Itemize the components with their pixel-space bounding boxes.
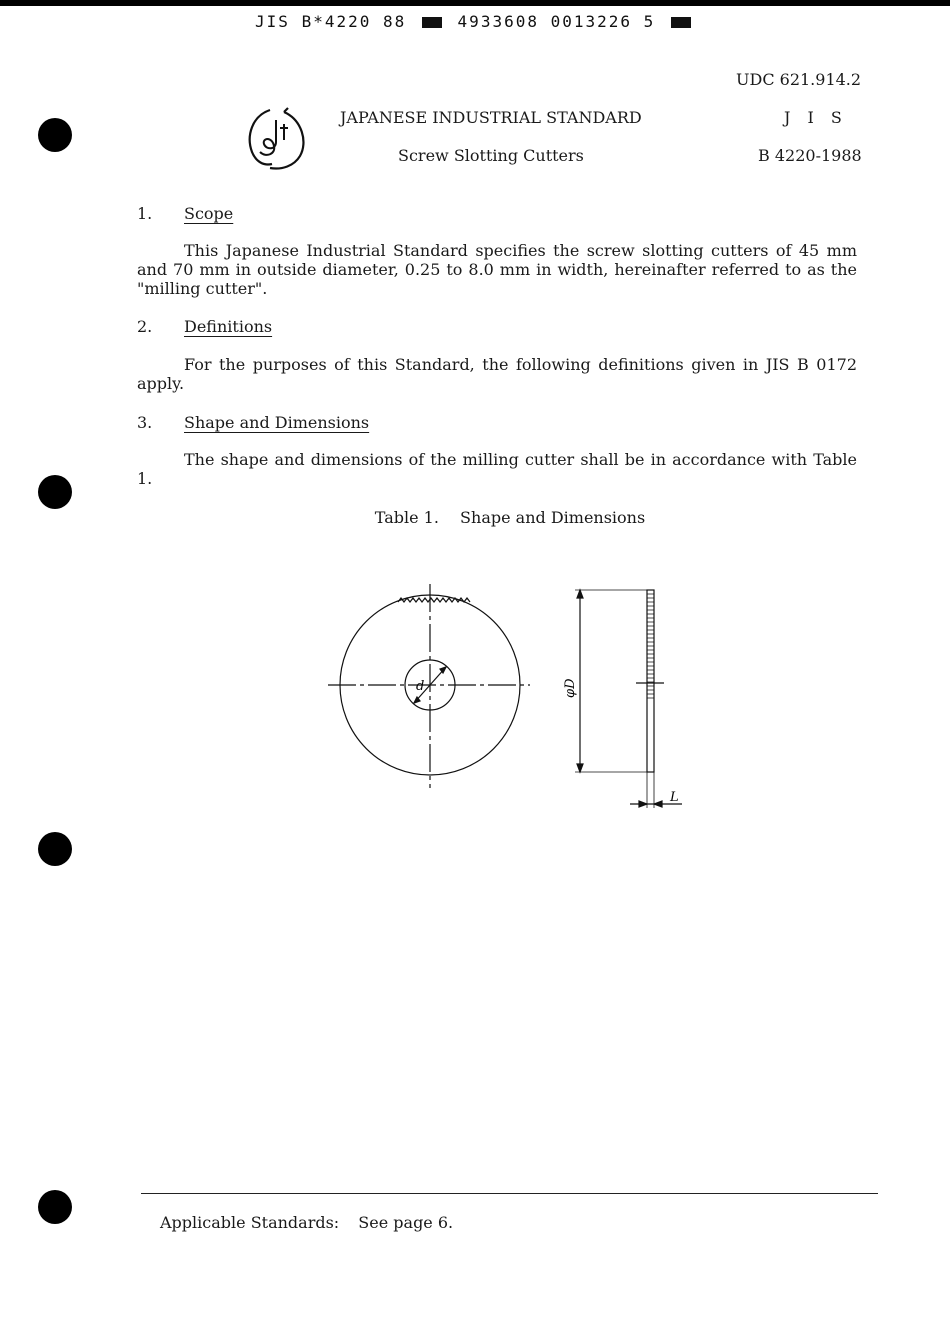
jis-mark-text: J I S: [784, 108, 848, 127]
diameter-label: φD: [563, 678, 578, 698]
standard-number: B 4220-1988: [758, 146, 862, 165]
barcode-block-icon: [671, 17, 691, 28]
footer-value: See page 6.: [358, 1213, 454, 1232]
section-text-shape: The shape and dimensions of the milling cutter shall be in accordance with Table 1.: [137, 450, 857, 488]
punch-hole: [38, 832, 72, 866]
table-title: Shape and Dimensions: [460, 508, 646, 527]
document-serial: 4933608 0013226 5: [457, 12, 656, 31]
punch-hole: [38, 118, 72, 152]
jis-logo-icon: [244, 106, 308, 172]
punch-hole: [38, 475, 72, 509]
barcode-block-icon: [422, 17, 442, 28]
section-text-definitions: For the purposes of this Standard, the following definitions given in JIS B 0172 apply.: [137, 355, 857, 393]
document-code: JIS B*4220 88: [255, 12, 407, 31]
section-title-definitions: Definitions: [184, 317, 273, 336]
side-view: [575, 590, 682, 808]
bore-label: d: [416, 679, 425, 694]
document-title: Screw Slotting Cutters: [398, 146, 584, 165]
section-number: 1.: [137, 204, 153, 223]
standard-title: JAPANESE INDUSTRIAL STANDARD: [340, 108, 642, 127]
table-label: Table 1.: [374, 508, 439, 527]
cutter-teeth: [398, 598, 470, 602]
section-number: 2.: [137, 317, 153, 336]
width-label: L: [670, 790, 679, 805]
footer-divider: [141, 1193, 878, 1194]
punch-hole: [38, 1190, 72, 1224]
front-view: [328, 584, 530, 788]
cutter-side-outline: [647, 590, 654, 772]
section-number: 3.: [137, 413, 153, 432]
cutter-drawing: [320, 576, 700, 816]
table-caption: [0, 508, 950, 527]
section-title-shape: Shape and Dimensions: [184, 413, 370, 432]
document-code-header: [0, 12, 950, 31]
applicable-standards: [160, 1213, 467, 1232]
top-border: [0, 0, 950, 6]
section-text-scope: This Japanese Industrial Standard specifies the screw slotting cutters of 45 mm and 70 mm in outside diameter, 0.25 to 8.0 mm in width, hereinafter referred to as the "milling cutter".: [137, 241, 857, 298]
section-title-scope: Scope: [184, 204, 234, 223]
udc-number: UDC 621.914.2: [736, 70, 862, 89]
footer-label: Applicable Standards:: [160, 1213, 340, 1232]
